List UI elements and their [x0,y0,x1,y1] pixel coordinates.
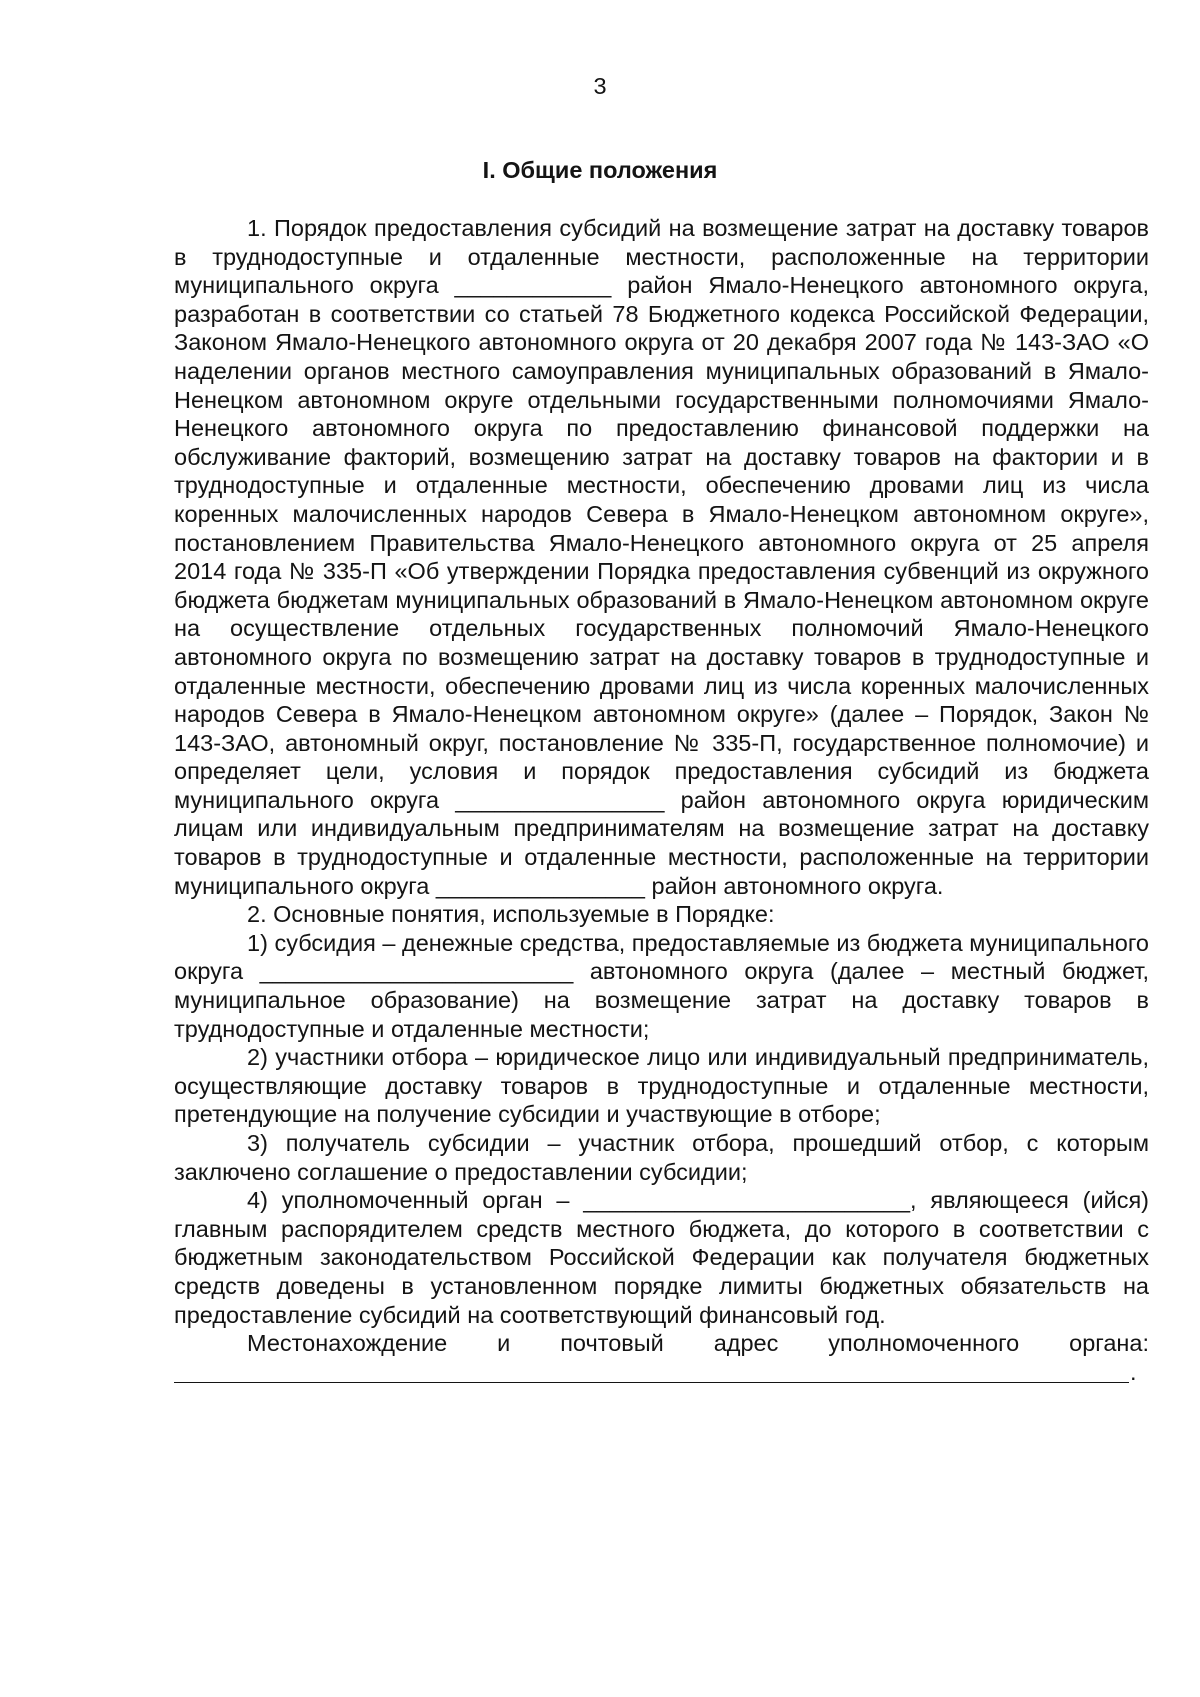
definition-authorized-body: 4) уполномоченный орган – _________________________, являющееся (ийся) главным распорядителем средств местного бюджета, до которого в соответствии с бюджетным законодательством Российской Федерации как получателя бюджетных средств доведены в установленном порядке лимиты бюджетных обязательств на предоставление субсидий на соответствующий финансовый год. [174,1187,1149,1328]
page-number: 3 [593,73,607,99]
address-blank-row [174,1358,1149,1388]
definition-selection-participants: 2) участники отбора – юридическое лицо или индивидуальный предприниматель, осуществляющие доставку товаров в труднодоступные и отдаленные местности, претендующие на получение субсидии и участвующие в отборе; [174,1044,1149,1128]
address-paragraph: Местонахождение и почтовый адрес уполномоченного органа: [247,1330,1149,1357]
paragraph-2: 2. Основные понятия, используемые в Порядке: [247,901,775,928]
document-body [174,214,1149,1388]
address-end-mark: . [1130,1358,1137,1385]
address-blank-line [174,1362,1129,1383]
paragraph-1: 1. Порядок предоставления субсидий на возмещение затрат на доставку товаров в труднодоступные и отдаленные местности, расположенные на территории муниципального округа ____________ район Ямало-Ненецкого автономного округа, разработан в соответствии со статьей 78 Бюджетного кодекса Российской Федерации, Законом Ямало-Ненецкого автономного округа от 20 декабря 2007 года № 143-ЗАО «О наделении органов местного самоуправления муниципальных образований в Ямало-Ненецком автономном округе отдельными государственными полномочиями Ямало-Ненецкого автономного округа по предоставлению финансовой поддержки на обслуживание факторий, возмещению затрат на доставку товаров на фактории и в труднодоступные и отдаленные местности, обеспечению дровами лиц из числа коренных малочисленных народов Севера в Ямало-Ненецком автономном округе», постановлением Правительства Ямало-Ненецкого автономного округа от 25 апреля 2014 года № 335-П «Об утверждении Порядка предоставления субвенций из окружного бюджета бюджетам муниципальных образований в Ямало-Ненецком автономном округе на осуществление отдельных государственных полномочий Ямало-Ненецкого автономного округа по возмещению затрат на доставку товаров в труднодоступные и отдаленные местности, обеспечению дровами лиц из числа коренных малочисленных народов Севера в Ямало-Ненецком автономном округе» (далее – Порядок, Закон № 143-ЗАО, автономный округ, постановление № 335-П, государственное полномочие) и определяет цели, условия и порядок предоставления субсидий из бюджета муниципального округа ________________ район автономного округа юридическим лицам или индивидуальным предпринимателям на возмещение затрат на доставку товаров в труднодоступные и отдаленные местности, расположенные на территории муниципального округа ________________ район автономного округа. [174,215,1149,899]
section-heading: I. Общие положения [482,157,718,183]
definition-subsidy: 1) субсидия – денежные средства, предоставляемые из бюджета муниципального округа ________________________ автономного округа (далее – местный бюджет, муниципальное образование) на возмещение затрат на доставку товаров в труднодоступные и отдаленные местности; [174,929,1149,1042]
definition-subsidy-recipient: 3) получатель субсидии – участник отбора, прошедший отбор, с которым заключено соглашение о предоставлении субсидии; [174,1130,1149,1185]
